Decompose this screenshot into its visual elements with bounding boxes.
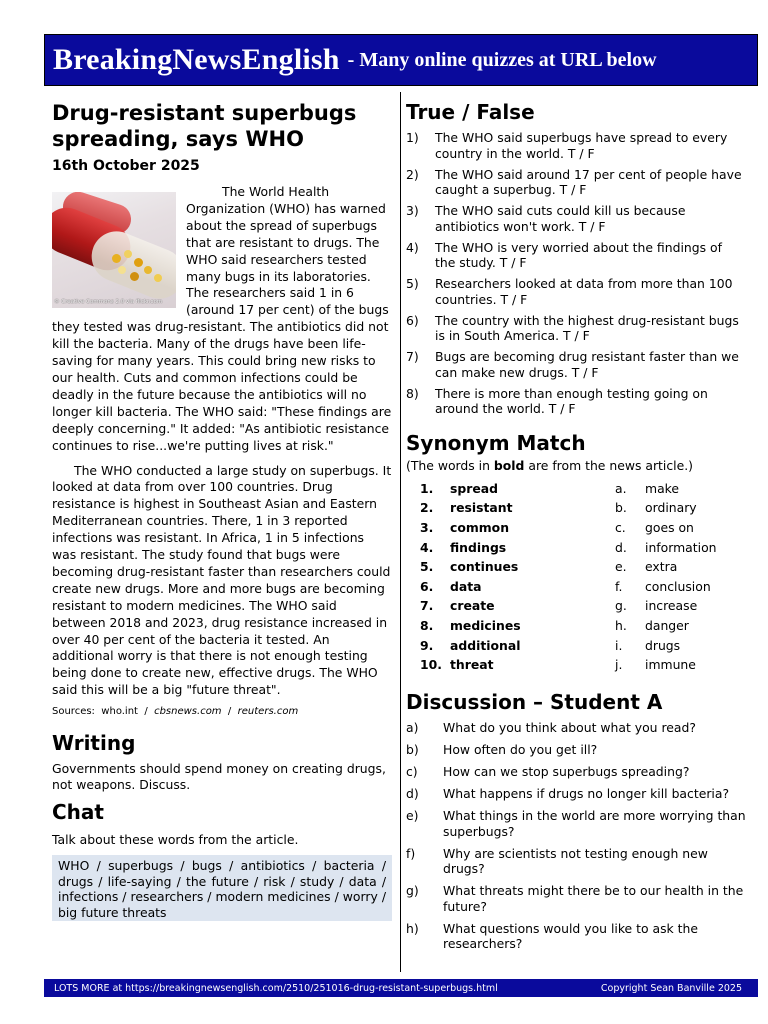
item-letter: e): [406, 808, 419, 824]
synonym-row: [420, 576, 746, 596]
synonym-number: 4.: [420, 539, 434, 555]
synonym-match: goes on: [645, 519, 694, 535]
true-false-item: [406, 203, 746, 234]
item-letter: f): [406, 845, 416, 861]
synonym-match: information: [645, 539, 717, 555]
item-letter: b): [406, 742, 419, 758]
item-letter: h): [406, 920, 419, 936]
true-false-heading: True / False: [406, 100, 535, 124]
discussion-item: [406, 742, 746, 758]
item-text: What questions would you like to ask the researchers?: [443, 920, 698, 952]
article-date: 16th October 2025: [52, 158, 200, 174]
synonym-word: threat: [450, 657, 494, 673]
discussion-item: [406, 764, 746, 780]
synonym-word: findings: [450, 539, 507, 555]
item-text: How can we stop superbugs spreading?: [443, 764, 690, 780]
right-column: [406, 98, 746, 958]
item-text: The WHO said cuts could kill us because antibiotics won't work. T / F: [435, 203, 686, 234]
item-number: 5): [406, 276, 419, 291]
synonym-heading: Synonym Match: [406, 430, 586, 455]
true-false-item: [406, 276, 746, 307]
item-number: 7): [406, 349, 419, 364]
true-false-list: [406, 130, 746, 417]
chat-words-box: WHO / superbugs / bugs / antibiotics / bacteria / drugs / life-saying / the future / risk / study / data / infections / researchers / modern medicines / worry / big future threats: [52, 855, 392, 921]
synonym-number: 6.: [420, 578, 434, 594]
synonym-row: [420, 616, 746, 636]
synonym-word: resistant: [450, 500, 513, 516]
synonym-number: 5.: [420, 559, 434, 575]
item-text: The WHO said superbugs have spread to every country in the world. T / F: [435, 130, 728, 161]
synonym-letter: h.: [615, 617, 627, 633]
synonym-letter: a.: [615, 480, 627, 496]
true-false-item: [406, 349, 746, 380]
synonym-row: [420, 557, 746, 577]
discussion-item: [406, 883, 746, 914]
synonym-letter: d.: [615, 539, 627, 555]
synonym-word: data: [450, 578, 482, 594]
synonym-row: [420, 498, 746, 518]
synonym-number: 7.: [420, 598, 434, 614]
item-letter: g): [406, 883, 419, 899]
synonym-letter: c.: [615, 519, 626, 535]
article-paragraph-1: The World Health Organization (WHO) has warned about the spread of superbugs that are resistant to drugs. The WHO said researchers tested many bugs in its laboratories. The researchers said 1 in 6 (around 17 per cent) of the bugs they tested was drug-resistant. The antibiotics did not kill the bacteria. Many of the drugs have been life-saving for many years. This could bring new risks to our health. Cuts and common infections could be deadly in the future because the antibiotics will no longer kill bacteria. The WHO said: "These findings are deeply concerning." It added: "As antibiotic resistance continues to rise...we're putting lives at risk.": [52, 184, 392, 453]
synonym-row: [420, 596, 746, 616]
discussion-item: [406, 921, 746, 952]
article-paragraph-2: The WHO conducted a large study on superbugs. It looked at data from over 100 countries. Drug resistance is highest in Southeast Asian and Eastern Mediterranean countries. There, 1 in 3 reported infections was resistant. In Africa, 1 in 5 infections was resistant. The study found that bugs were becoming drug-resistant faster than researchers could create new drugs. More and more bugs are becoming resistant to modern medicines. The WHO said between 2018 and 2023, drug resistance increased in over 40 per cent of the bacteria it tested. An additional worry is that there is not enough testing being done to create new, effective drugs. The WHO said this will be a big "future threat".: [52, 462, 392, 698]
item-text: The WHO said around 17 per cent of people have caught a superbug. T / F: [435, 166, 742, 197]
source-link[interactable]: cbsnews.com: [154, 706, 222, 718]
synonym-word: create: [450, 598, 495, 614]
writing-heading: Writing: [52, 731, 136, 756]
synonym-number: 10.: [420, 657, 442, 673]
synonym-word: common: [450, 519, 510, 535]
item-text: The country with the highest drug-resistant bugs is in South America. T / F: [435, 312, 739, 343]
page-header: [44, 34, 758, 86]
sources-line: Sources: who.int / cbsnews.com / reuters.com: [52, 706, 299, 718]
footer-link[interactable]: LOTS MORE at https://breakingnewsenglish.com/2510/251016-drug-resistant-superbugs.html: [54, 982, 498, 994]
article-photo: [52, 192, 176, 308]
item-text: Bugs are becoming drug resistant faster than we can make new drugs. T / F: [435, 349, 739, 380]
synonym-word: medicines: [450, 617, 521, 633]
chat-heading: Chat: [52, 800, 104, 825]
true-false-item: [406, 167, 746, 198]
discussion-item: [406, 720, 746, 736]
item-number: 3): [406, 203, 419, 218]
item-text: What happens if drugs no longer kill bacteria?: [443, 786, 730, 802]
synonym-number: 8.: [420, 617, 434, 633]
synonym-word: additional: [450, 637, 521, 653]
item-letter: c): [406, 764, 418, 780]
synonym-match: ordinary: [645, 500, 697, 516]
synonym-number: 1.: [420, 480, 434, 496]
photo-credit: © Creative Commons 2.0 via flickr.com: [54, 299, 163, 305]
true-false-item: [406, 386, 746, 417]
header-tagline: - Many online quizzes at URL below: [347, 48, 657, 71]
synonym-row: [420, 479, 746, 499]
sources-label: Sources:: [52, 706, 95, 718]
writing-prompt: Governments should spend money on creating drugs, not weapons. Discuss.: [52, 761, 386, 792]
synonym-word: spread: [450, 480, 498, 496]
synonym-match: extra: [645, 559, 678, 575]
item-number: 8): [406, 385, 419, 401]
true-false-item: [406, 313, 746, 344]
discussion-list: [406, 720, 746, 952]
item-text: What things in the world are more worrying than superbugs?: [443, 808, 746, 839]
discussion-item: [406, 846, 746, 877]
discussion-item: [406, 786, 746, 802]
synonym-letter: i.: [615, 637, 623, 653]
article-body: [52, 184, 392, 699]
item-text: Why are scientists not testing enough new drugs?: [443, 845, 708, 877]
synonym-letter: b.: [615, 500, 627, 516]
left-column: [52, 98, 392, 921]
synonym-match: danger: [645, 617, 689, 633]
synonym-row: [420, 518, 746, 538]
synonym-match: conclusion: [645, 578, 711, 594]
item-number: 1): [406, 130, 419, 145]
synonym-row: [420, 655, 746, 675]
item-text: There is more than enough testing going on around the world. T / F: [435, 385, 708, 416]
chat-intro: Talk about these words from the article.: [52, 832, 299, 848]
source-link[interactable]: reuters.com: [237, 706, 299, 718]
item-text: How often do you get ill?: [443, 742, 598, 758]
synonym-number: 3.: [420, 519, 434, 535]
discussion-heading: Discussion – Student A: [406, 690, 663, 715]
brand-title: BreakingNewsEnglish: [53, 43, 340, 76]
item-number: 6): [406, 312, 419, 328]
item-text: Researchers looked at data from more than 100 countries. T / F: [435, 276, 733, 307]
synonym-match: drugs: [645, 637, 681, 653]
synonym-match: immune: [645, 657, 696, 673]
item-text: The WHO is very worried about the findings of the study. T / F: [435, 239, 722, 270]
true-false-item: [406, 130, 746, 161]
synonym-row: [420, 537, 746, 557]
item-letter: d): [406, 786, 419, 802]
page-footer: [44, 979, 758, 997]
item-letter: a): [406, 720, 419, 736]
item-text: What do you think about what you read?: [443, 720, 696, 736]
article-headline: Drug-resistant superbugs spreading, says WHO: [52, 101, 357, 151]
synonym-number: 2.: [420, 500, 434, 516]
true-false-item: [406, 240, 746, 271]
synonym-letter: e.: [615, 559, 627, 575]
synonym-table: [420, 479, 746, 675]
synonym-match: make: [645, 480, 680, 496]
synonym-match: increase: [645, 598, 698, 614]
item-number: 2): [406, 166, 419, 182]
column-divider: [400, 92, 401, 972]
synonym-word: continues: [450, 559, 519, 575]
synonym-row: [420, 635, 746, 655]
item-number: 4): [406, 239, 419, 255]
synonym-number: 9.: [420, 637, 434, 653]
item-text: What threats might there be to our health in the future?: [443, 883, 744, 914]
synonym-letter: f.: [615, 578, 623, 594]
discussion-item: [406, 808, 746, 839]
synonym-subtitle: (The words in bold are from the news article.): [406, 457, 694, 473]
synonym-letter: g.: [615, 598, 627, 614]
synonym-letter: j.: [615, 657, 623, 673]
source-link[interactable]: who.int: [101, 706, 138, 718]
footer-copyright: Copyright Sean Banville 2025: [600, 982, 742, 994]
